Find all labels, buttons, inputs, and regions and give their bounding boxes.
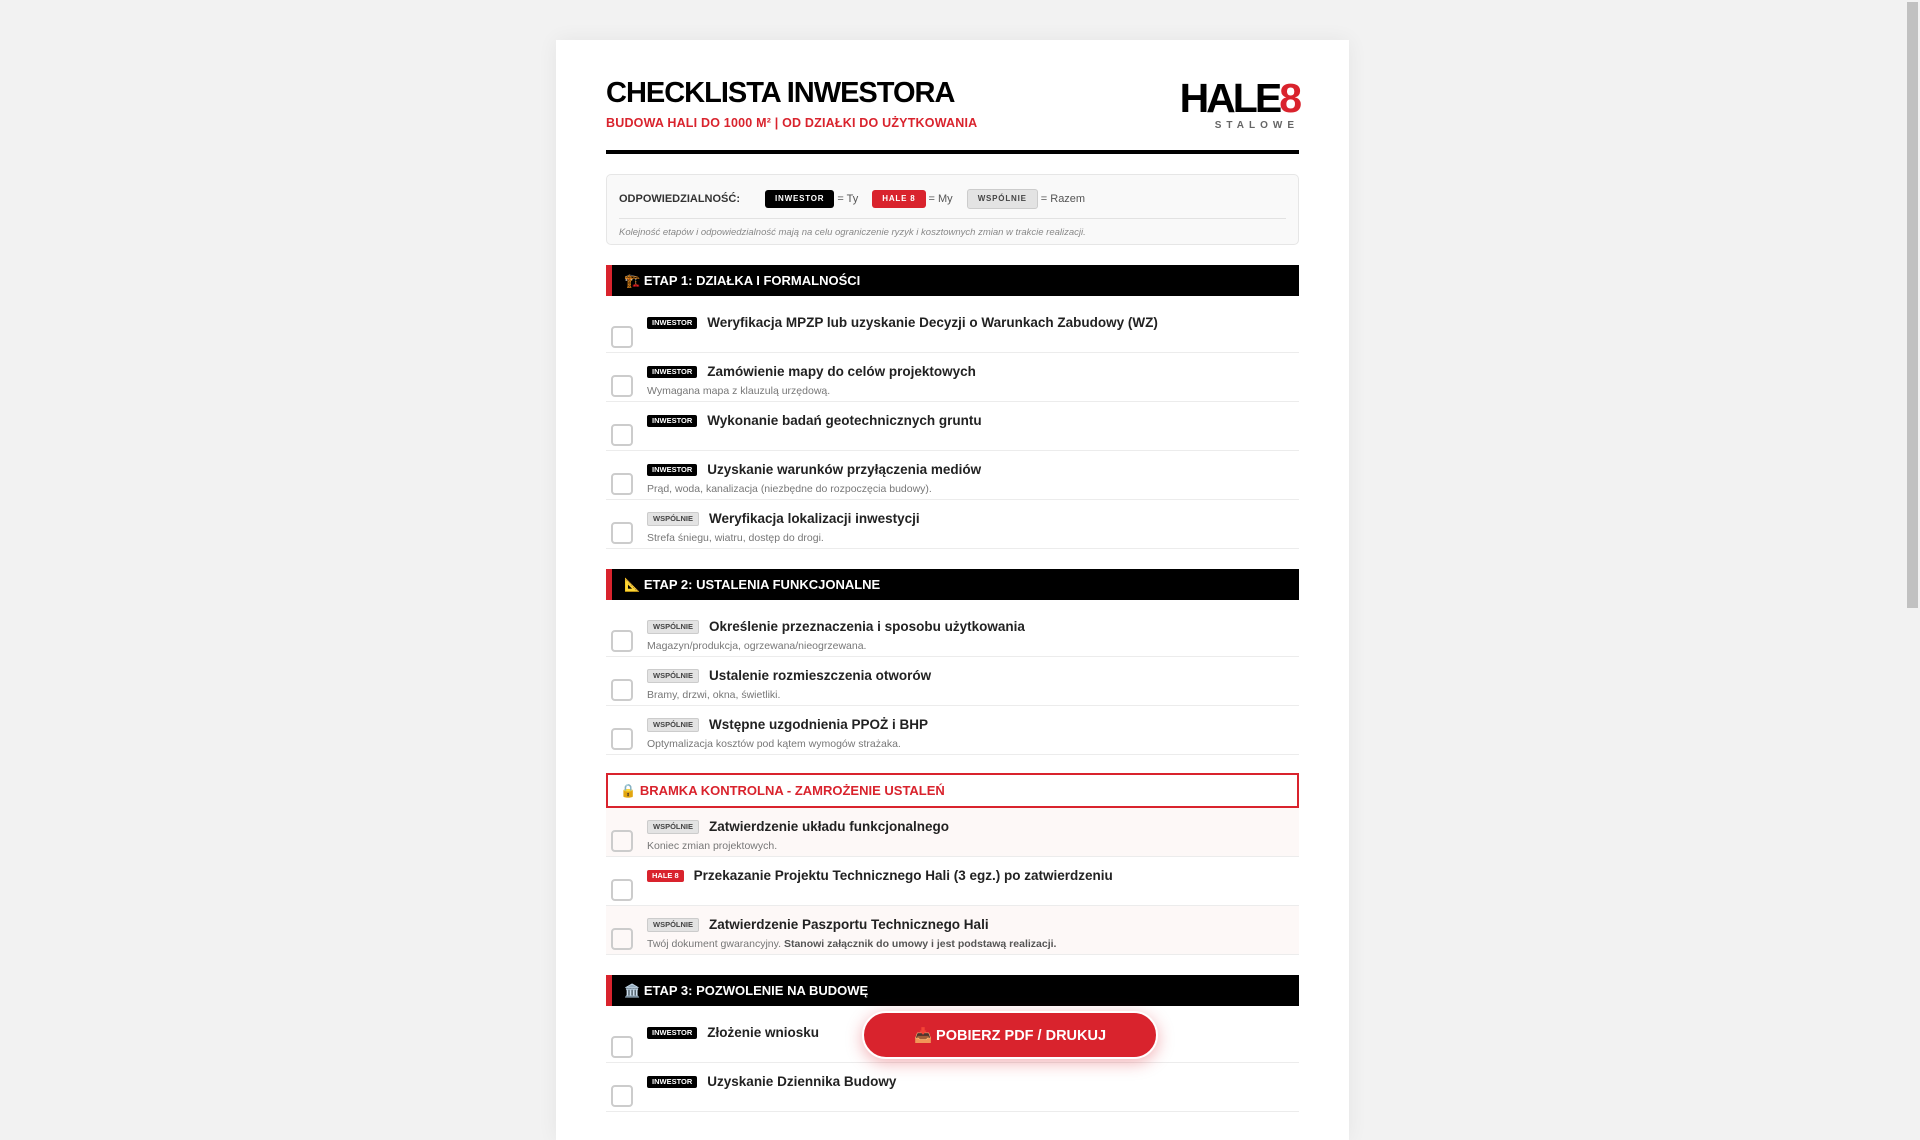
checkbox[interactable]: [611, 728, 633, 750]
item-title: Zatwierdzenie układu funkcjonalnego: [709, 819, 950, 834]
checklist-item: [606, 657, 1299, 706]
responsibility-badge: INWESTOR: [647, 317, 697, 329]
checklist-item: [606, 706, 1299, 755]
badge-inwestor: INWESTOR: [765, 190, 834, 208]
scrollbar-thumb[interactable]: [1907, 2, 1918, 608]
item-description-bold: Stanowi załącznik do umowy i jest podstawą realizacji.: [783, 938, 1057, 950]
item-title: Weryfikacja lokalizacji inwestycji: [709, 511, 920, 526]
logo: [1179, 75, 1299, 131]
item-title: Zatwierdzenie Paszportu Technicznego Hali: [709, 917, 989, 932]
checklist-item: [606, 353, 1299, 402]
checkbox[interactable]: [611, 326, 633, 348]
item-title: Zamówienie mapy do celów projektowych: [707, 364, 976, 379]
item-title: Weryfikacja MPZP lub uzyskanie Decyzji o Warunkach Zabudowy (WZ): [707, 315, 1158, 330]
gate-header: 🔒 BRAMKA KONTROLNA - ZAMROŻENIE USTALEŃ: [606, 773, 1299, 808]
responsibility-badge: INWESTOR: [647, 1027, 697, 1039]
download-icon: 📥: [913, 1028, 933, 1044]
checklist-card: [556, 40, 1349, 1140]
lock-icon: 🔒: [620, 783, 637, 798]
checklist-item: [606, 857, 1299, 906]
item-description: Bramy, drzwi, okna, świetliki.: [647, 689, 781, 701]
badge-hale8: HALE 8: [872, 190, 925, 208]
checklist-item: [606, 402, 1299, 451]
item-title: Ustalenie rozmieszczenia otworów: [709, 668, 932, 683]
checkbox[interactable]: [611, 630, 633, 652]
legend-meaning: = Razem: [1040, 192, 1086, 205]
item-description: Optymalizacja kosztów pod kątem wymogów strażaka.: [647, 738, 901, 750]
item-description: Twój dokument gwarancyjny. Stanowi załącznik do umowy i jest podstawą realizacji.: [647, 938, 1057, 950]
checklist-item: [606, 808, 1299, 857]
item-description: Strefa śniegu, wiatru, dostęp do drogi.: [647, 532, 824, 544]
responsibility-badge: INWESTOR: [647, 464, 697, 476]
badge-wspolnie: WSPÓLNIE: [967, 189, 1038, 209]
logo-number: 8: [1279, 75, 1299, 121]
item-description: Koniec zmian projektowych.: [647, 840, 778, 852]
checklist-item: [606, 1063, 1299, 1112]
checkbox[interactable]: [611, 522, 633, 544]
item-description: Prąd, woda, kanalizacja (niezbędne do rozpoczęcia budowy).: [647, 483, 932, 495]
stage-icon: 📐: [624, 577, 641, 592]
responsibility-badge: WSPÓLNIE: [647, 512, 699, 526]
item-description: Magazyn/produkcja, ogrzewana/nieogrzewana.: [647, 640, 867, 652]
checkbox[interactable]: [611, 679, 633, 701]
download-pdf-button[interactable]: [862, 1011, 1158, 1059]
legend-note: Kolejność etapów i odpowiedzialność mają na celu ograniczenie ryzyk i kosztownych zmian w trakcie realizacji.: [619, 227, 1086, 238]
stage-icon: 🏗️: [624, 273, 641, 288]
item-title: Przekazanie Projektu Technicznego Hali (3 egz.) po zatwierdzeniu: [693, 868, 1113, 883]
checkbox[interactable]: [611, 375, 633, 397]
legend-meaning: = Ty: [837, 192, 859, 205]
stage-header: 🏛️ ETAP 3: POZWOLENIE NA BUDOWĘ: [606, 975, 1299, 1006]
page-title: CHECKLISTA INWESTORA: [606, 77, 955, 109]
checkbox[interactable]: [611, 879, 633, 901]
responsibility-badge: WSPÓLNIE: [647, 620, 699, 634]
responsibility-badge: INWESTOR: [647, 1076, 697, 1088]
checkbox[interactable]: [611, 1085, 633, 1107]
checkbox[interactable]: [611, 830, 633, 852]
page-subtitle: BUDOWA HALI DO 1000 M² | OD DZIAŁKI DO UŻYTKOWANIA: [606, 116, 978, 130]
checkbox[interactable]: [611, 1036, 633, 1058]
stage-header: 🏗️ ETAP 1: DZIAŁKA I FORMALNOŚCI: [606, 265, 1299, 296]
responsibility-badge: INWESTOR: [647, 415, 697, 427]
scrollbar[interactable]: [1905, 0, 1920, 1080]
item-title: Uzyskanie Dziennika Budowy: [707, 1074, 897, 1089]
checklist-item: [606, 304, 1299, 353]
item-title: Uzyskanie warunków przyłączenia mediów: [707, 462, 982, 477]
checkbox[interactable]: [611, 473, 633, 495]
logo-tagline: STALOWE: [1214, 120, 1299, 131]
item-title: Złożenie wniosku: [707, 1025, 820, 1040]
checkbox[interactable]: [611, 928, 633, 950]
legend: [606, 174, 1299, 245]
legend-meaning: = My: [928, 192, 953, 205]
responsibility-badge: WSPÓLNIE: [647, 918, 699, 932]
checklist-item: [606, 608, 1299, 657]
item-title: Wykonanie badań geotechnicznych gruntu: [707, 413, 982, 428]
stage-icon: 🏛️: [624, 983, 641, 998]
stage-header: 📐 ETAP 2: USTALENIA FUNKCJONALNE: [606, 569, 1299, 600]
item-title: Wstępne uzgodnienia PPOŻ i BHP: [709, 717, 929, 732]
item-description: Wymagana mapa z klauzulą urzędową.: [647, 385, 831, 397]
checklist-item: [606, 906, 1299, 955]
responsibility-badge: WSPÓLNIE: [647, 718, 699, 732]
responsibility-badge: HALE 8: [647, 870, 684, 882]
item-title: Określenie przeznaczenia i sposobu użytkowania: [709, 619, 1025, 634]
responsibility-badge: WSPÓLNIE: [647, 820, 699, 834]
download-pdf-label: POBIERZ PDF / DRUKUJ: [936, 1028, 1107, 1044]
header: [606, 40, 1299, 154]
checklist-item: [606, 500, 1299, 549]
checklist-item: [606, 451, 1299, 500]
checkbox[interactable]: [611, 424, 633, 446]
responsibility-badge: INWESTOR: [647, 366, 697, 378]
legend-label: ODPOWIEDZIALNOŚĆ:: [619, 192, 740, 205]
logo-text: HALE: [1179, 75, 1280, 121]
responsibility-badge: WSPÓLNIE: [647, 669, 699, 683]
